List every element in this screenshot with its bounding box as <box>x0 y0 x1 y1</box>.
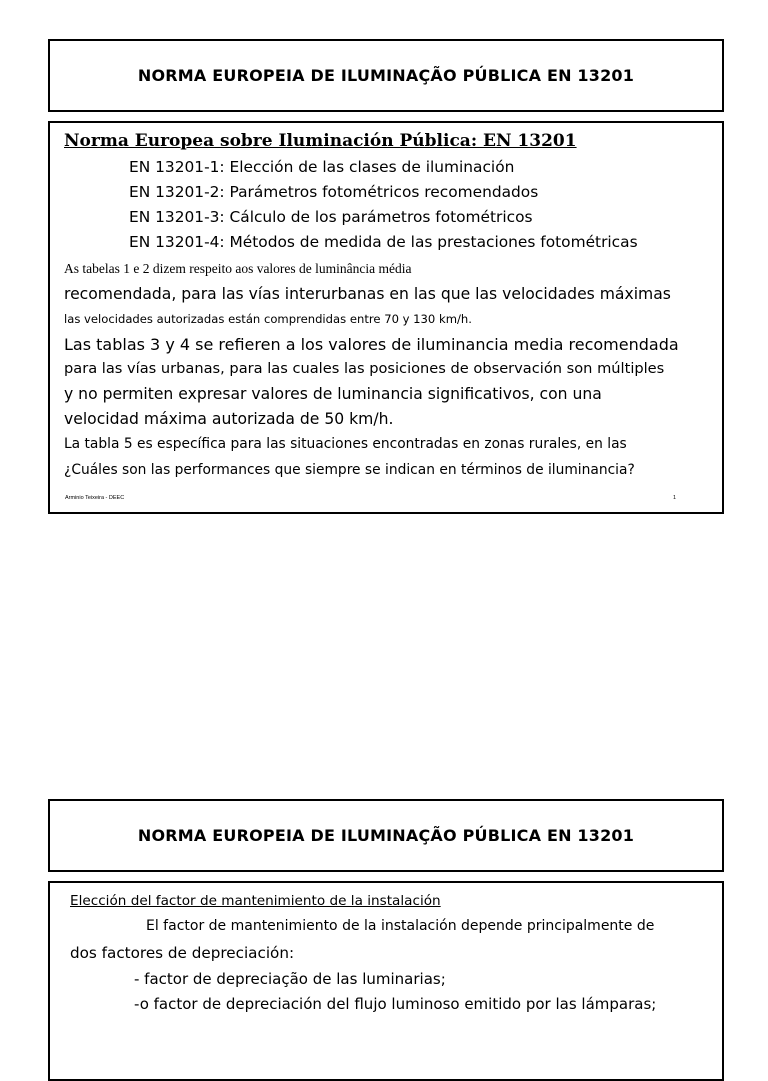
slide1-heading: Norma Europea sobre Iluminación Pública: EN 13201 <box>64 131 577 151</box>
slide2-content-box <box>48 881 724 1081</box>
slide-footer-author: Arminio Teixeira - DEEC <box>65 495 125 501</box>
standard-part-item: EN 13201-4: Métodos de medida de las prestaciones fotométricas <box>129 233 638 251</box>
standard-part-item: EN 13201-2: Parámetros fotométricos recomendados <box>129 183 539 201</box>
slide2-heading: Elección del factor de mantenimiento de la instalación <box>70 893 441 909</box>
body-text-line: y no permiten expresar valores de luminancia significativos, con una <box>64 385 602 403</box>
body-text-line: dos factores de depreciación: <box>70 944 295 962</box>
slide1-title-box <box>48 39 724 112</box>
body-text-line: para las vías urbanas, para las cuales las posiciones de observación son múltiples <box>64 360 665 377</box>
body-text-line: ¿Cuáles son las performances que siempre se indican en términos de iluminancia? <box>64 462 635 478</box>
body-text-line: La tabla 5 es específica para las situaciones encontradas en zonas rurales, en las <box>64 436 627 452</box>
standard-part-item: EN 13201-3: Cálculo de los parámetros fotométricos <box>129 208 533 226</box>
standard-part-item: EN 13201-1: Elección de las clases de iluminación <box>129 158 515 176</box>
slide1-title: NORMA EUROPEIA DE ILUMINAÇÃO PÚBLICA EN 13201 <box>137 66 635 85</box>
body-text-line: -o factor de depreciación del flujo luminoso emitido por las lámparas; <box>134 995 657 1013</box>
slide2-title: NORMA EUROPEIA DE ILUMINAÇÃO PÚBLICA EN 13201 <box>137 826 635 845</box>
slide1-content-box <box>48 121 724 514</box>
body-text-line: Las tablas 3 y 4 se refieren a los valores de iluminancia media recomendada <box>64 335 679 354</box>
slide2-title-box <box>48 799 724 872</box>
body-text-line: las velocidades autorizadas están comprendidas entre 70 y 130 km/h. <box>64 312 472 326</box>
slide-page-number: 1 <box>672 495 676 501</box>
body-text-line: El factor de mantenimiento de la instalación depende principalmente de <box>146 918 655 934</box>
body-text-line: As tabelas 1 e 2 dizem respeito aos valores de luminância média <box>64 261 412 276</box>
body-text-line: velocidad máxima autorizada de 50 km/h. <box>64 410 394 428</box>
body-text-line: recomendada, para las vías interurbanas en las que las velocidades máximas <box>64 285 671 303</box>
body-text-line: - factor de depreciação de las luminarias; <box>134 970 446 988</box>
